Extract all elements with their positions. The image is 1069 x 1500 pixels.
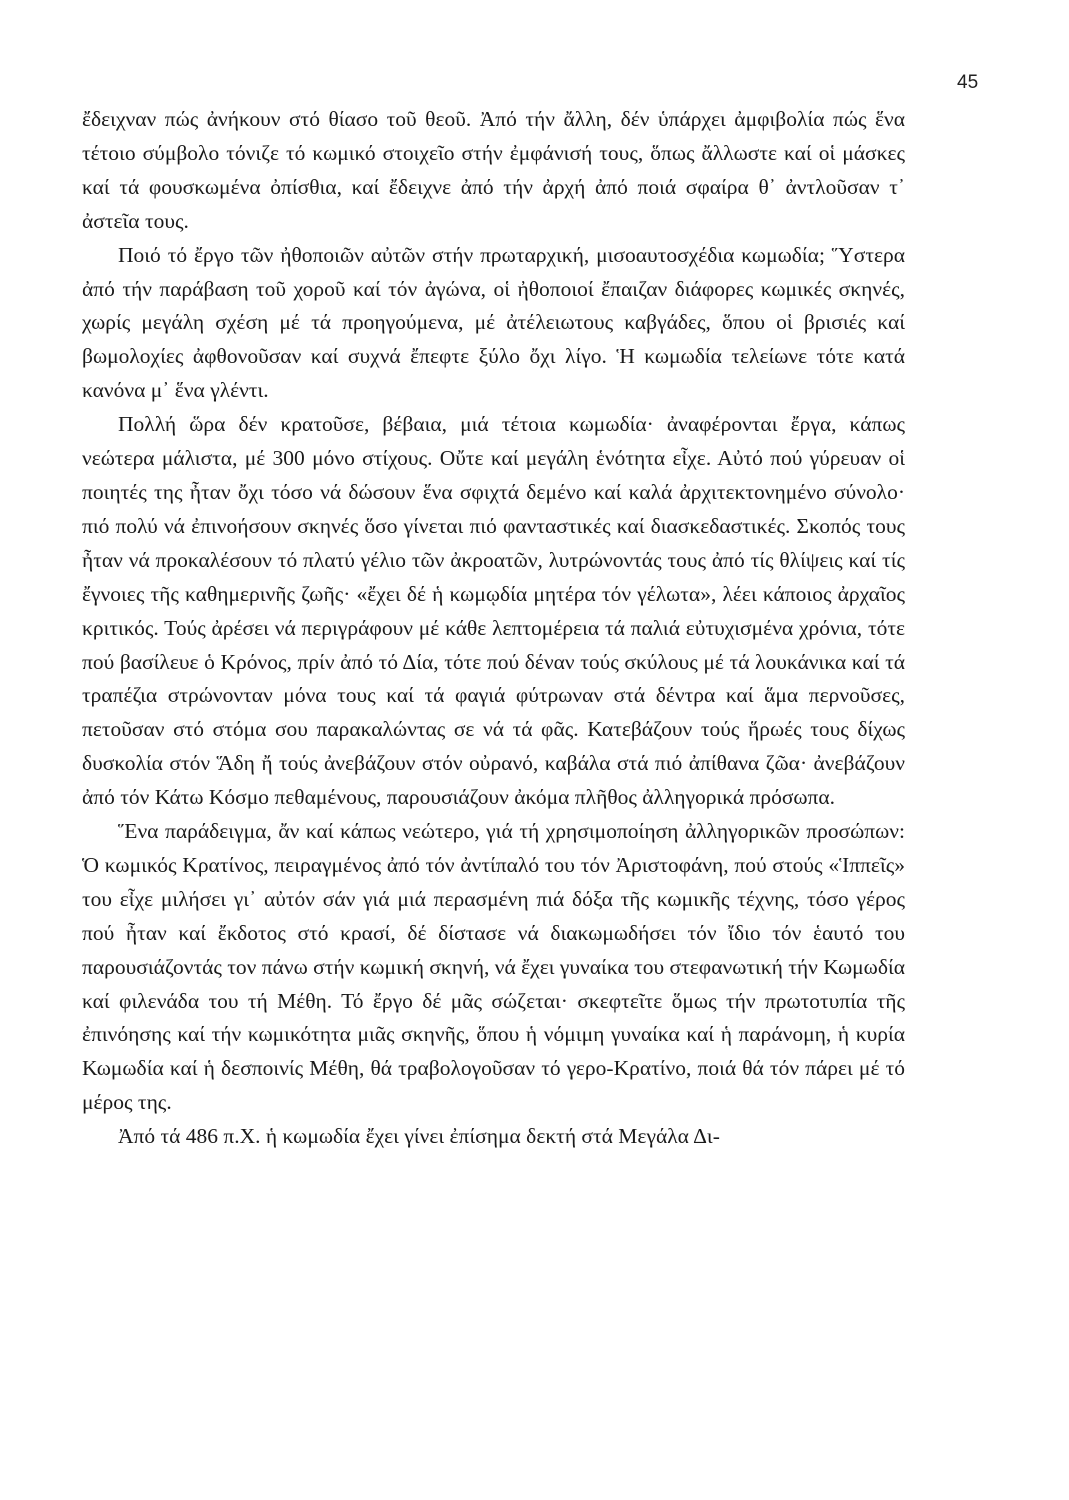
paragraph-4: Ἕνα παράδειγμα, ἄν καί κάπως νεώτερο, γιά τή χρησιμοποίηση ἀλληγορικῶν προσώπων: Ὁ κωμικός Κρατίνος, πειραγμένος ἀπό τόν ἀντίπαλό του τόν Ἀριστοφάνη, πού στούς «Ἱππεῖς» του εἶχε μιλήσει γι᾿ αὐτόν σάν γιά μιά περασμένη πιά δόξα τῆς κωμικῆς τέχνης, τόσο γέρος πού ἦταν καί ἔκδοτος στό κρασί, δέ δίστασε νά διακωμωδήσει τόν ἴδιο τόν ἑαυτό του παρουσιάζοντάς τον πάνω στήν κωμική σκηνή, νά ἔχει γυναίκα του στεφανωτική τήν Κωμωδία καί φιλενάδα του τή Μέθη. Τό ἔργο δέ μᾶς σώζεται· σκεφτεῖτε ὅμως τήν πρωτοτυπία τῆς ἐπινόησης καί τήν κωμικότητα μιᾶς σκηνῆς, ὅπου ἡ νόμιμη γυναίκα καί ἡ παράνομη, ἡ κυρία Κωμωδία καί ἡ δεσποινίς Μέθη, θά τραβολογοῦσαν τό γερο-Κρατίνο, ποιά θά τόν πάρει μέ τό μέρος της. — [82, 819, 905, 1115]
paragraph-3: Πολλή ὥρα δέν κρατοῦσε, βέβαια, μιά τέτοια κωμωδία· ἀναφέρονται ἔργα, κάπως νεώτερα μάλιστα, μέ 300 μόνο στίχους. Οὔτε καί μεγάλη ἑνότητα εἶχε. Αὐτό πού γύρευαν οἱ ποιητές της ἦταν ὄχι τόσο νά δώσουν ἕνα σφιχτά δεμένο καί καλά ἀρχιτεκτονημένο σύνολο· πιό πολύ νά ἐπινοήσουν σκηνές ὅσο γίνεται πιό φανταστικές καί διασκεδαστικές. Σκοπός τους ἦταν νά προκαλέσουν τό πλατύ γέλιο τῶν ἀκροατῶν, λυτρώνοντάς τους ἀπό τίς θλίψεις καί τίς ἔγνοιες τῆς καθημερινῆς ζωῆς· «ἔχει δέ ἡ κωμῳδία μητέρα τόν γέλωτα», λέει κάποιος ἀρχαῖος κριτικός. Τούς ἀρέσει νά περιγράφουν μέ κάθε λεπτομέρεια τά παλιά εὐτυχισμένα χρόνια, τότε πού βασίλευε ὁ Κρόνος, πρίν ἀπό τό Δία, τότε πού δέναν τούς σκύλους μέ τά λουκάνικα καί τά τραπέζια στρώνονταν μόνα τους καί τά φαγιά φύτρωναν στά δέντρα καί ἅμα περνοῦσες, πετοῦσαν στό στόμα σου παρακαλώντας σε νά τά φᾶς. Κατεβάζουν τούς ἥρωές τους δίχως δυσκολία στόν Ἅδη ἤ τούς ἀνεβάζουν στόν οὐρανό, καβάλα στά πιό ἀπίθανα ζῶα· ἀνεβάζουν ἀπό τόν Κάτω Κόσμο πεθαμένους, παρουσιάζουν ἀκόμα πλῆθος ἀλληγορικά πρόσωπα. — [82, 412, 905, 810]
paragraph-5: Ἀπό τά 486 π.Χ. ἡ κωμωδία ἔχει γίνει ἐπίσημα δεκτή στά Μεγάλα Δι- — [118, 1124, 720, 1149]
paragraph-1: ἔδειχναν πώς ἀνήκουν στό θίασο τοῦ θεοῦ. Ἀπό τήν ἄλλη, δέν ὑπάρχει ἀμφιβολία πώς ἕνα τέτοιο σύμβολο τόνιζε τό κωμικό στοιχεῖο στήν ἐμφάνισή τους, ὅπως ἄλλωστε καί οἱ μάσκες καί τά φουσκωμένα ὀπίσθια, καί ἔδειχνε ἀπό τήν ἀρχή ἀπό ποιά σφαίρα θ᾿ ἀντλοῦσαν τ᾿ ἀστεῖα τους. — [82, 107, 905, 233]
body-text — [82, 103, 905, 1154]
paragraph-2: Ποιό τό ἔργο τῶν ἠθοποιῶν αὐτῶν στήν πρωταρχική, μισοαυτοσχέδια κωμωδία; Ὕστερα ἀπό τήν παράβαση τοῦ χοροῦ καί τόν ἀγώνα, οἱ ἠθοποιοί ἔπαιζαν διάφορες κωμικές σκηνές, χωρίς μεγάλη σχέση μέ τά προηγούμενα, μέ ἀτέλειωτους καβγάδες, ὅπου οἱ βρισιές καί βωμολοχίες ἀφθονοῦσαν καί συχνά ἔπεφτε ξύλο ὄχι λίγο. Ἡ κωμωδία τελείωνε τότε κατά κανόνα μ᾿ ἕνα γλέντι. — [82, 242, 905, 403]
page-number: 45 — [957, 72, 979, 93]
